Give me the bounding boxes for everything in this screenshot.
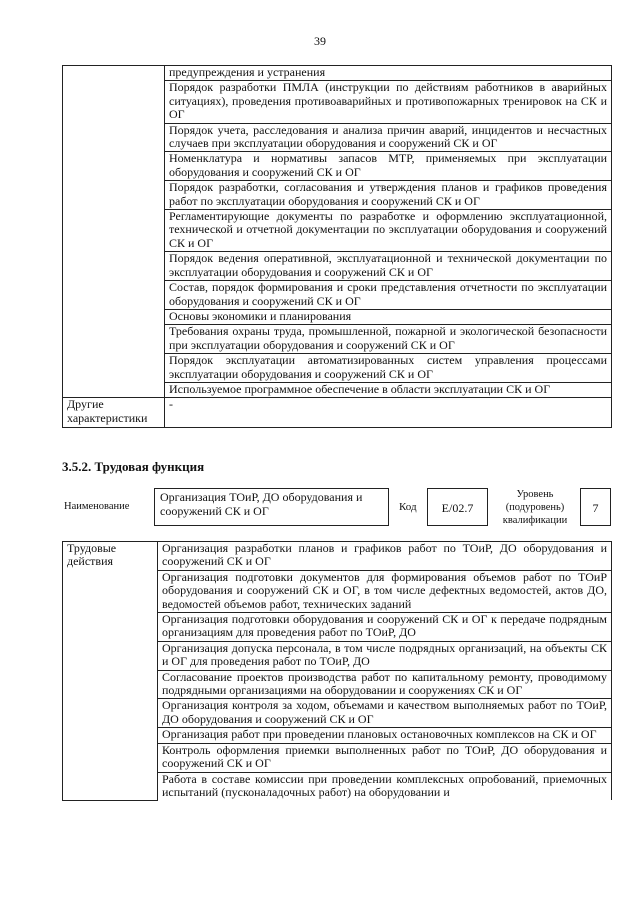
table-label-cell-empty xyxy=(63,66,165,398)
labor-actions-label: Трудовые действия xyxy=(63,542,158,801)
page-number: 39 xyxy=(314,34,326,48)
other-characteristics-value: - xyxy=(165,398,612,428)
level-label: Уровень (подуровень) квалификации xyxy=(502,489,568,526)
other-characteristics-label: Другие характеристики xyxy=(63,398,165,428)
table-cell: Организация разработки планов и графиков работ по ТОиР, ДО оборудования и сооружений СК и ОГ xyxy=(158,542,612,571)
table-cell: Организация работ при проведении плановых остановочных комплексов на СК и ОГ xyxy=(158,728,612,743)
name-label: Наименование xyxy=(64,501,130,512)
table-cell: Контроль оформления приемки выполненных работ по ТОиР, ДО оборудования и сооружений СК и ОГ xyxy=(158,743,612,772)
table-cell: Регламентирующие документы по разработке и оформлению эксплуатационной, технической и отчетной документации по эксплуатации оборудования и сооружений СК и ОГ xyxy=(165,210,612,252)
table-row xyxy=(63,398,612,428)
level-value-box: 7 xyxy=(580,488,611,526)
table-cell: Состав, порядок формирования и сроки представления отчетности по эксплуатации оборудования и сооружений СК и ОГ xyxy=(165,281,612,310)
labor-actions-table xyxy=(62,541,612,801)
table-cell: Организация допуска персонала, в том числе подрядных организаций, на объекты СК и ОГ для проведения работ по ТОиР, ДО xyxy=(158,641,612,670)
table-cell: предупреждения и устранения xyxy=(165,66,612,81)
table-row xyxy=(63,66,612,81)
table-cell: Организация подготовки оборудования и сооружений СК и ОГ к передаче подрядным организациям для проведения работ по ТОиР, ДО xyxy=(158,613,612,642)
table-cell: Организация контроля за ходом, объемами и качеством выполняемых работ по ТОиР, ДО оборудования и сооружений СК и ОГ xyxy=(158,699,612,728)
knowledge-table xyxy=(62,65,612,428)
table-cell: Основы экономики и планирования xyxy=(165,309,612,324)
table-row xyxy=(63,542,612,571)
table-cell: Номенклатура и нормативы запасов МТР, применяемых при эксплуатации оборудования и сооружений СК и ОГ xyxy=(165,152,612,181)
code-label: Код xyxy=(399,501,417,513)
function-name-box: Организация ТОиР, ДО оборудования и сооружений СК и ОГ xyxy=(154,488,389,526)
table-cell: Работа в составе комиссии при проведении комплексных опробований, приемочных испытаний (пусконаладочных работ) на оборудовании и xyxy=(158,772,612,800)
table-cell: Требования охраны труда, промышленной, пожарной и экологической безопасности при эксплуатации оборудования и сооружений СК и ОГ xyxy=(165,325,612,354)
table-cell: Порядок ведения оперативной, эксплуатационной и технической документации по эксплуатации оборудования и сооружений СК и ОГ xyxy=(165,252,612,281)
function-code-box: E/02.7 xyxy=(427,488,488,526)
table-cell: Порядок разработки, согласования и утверждения планов и графиков проведения работ по эксплуатации оборудования и сооружений СК и ОГ xyxy=(165,181,612,210)
table-cell: Порядок разработки ПМЛА (инструкции по действиям работников в аварийных ситуациях), проведения противоаварийных и противопожарных тренировок на СК и ОГ xyxy=(165,81,612,123)
table-cell: Организация подготовки документов для формирования объемов работ по ТОиР оборудования и сооружений СК и ОГ, в том числе дефектных ведомостей, актов ДО, ведомостей объемов работ, технических заданий xyxy=(158,570,612,612)
table-cell: Порядок учета, расследования и анализа причин аварий, инцидентов и несчастных случаев при эксплуатации оборудования и сооружений СК и ОГ xyxy=(165,123,612,152)
section-heading: 3.5.2. Трудовая функция xyxy=(62,459,205,474)
table-cell: Согласование проектов производства работ по капитальному ремонту, проводимому подрядными организациями на оборудовании и сооружениях СК и ОГ xyxy=(158,670,612,699)
table-cell: Используемое программное обеспечение в области эксплуатации СК и ОГ xyxy=(165,382,612,397)
table-cell: Порядок эксплуатации автоматизированных систем управления процессами эксплуатации оборудования и сооружений СК и ОГ xyxy=(165,354,612,383)
